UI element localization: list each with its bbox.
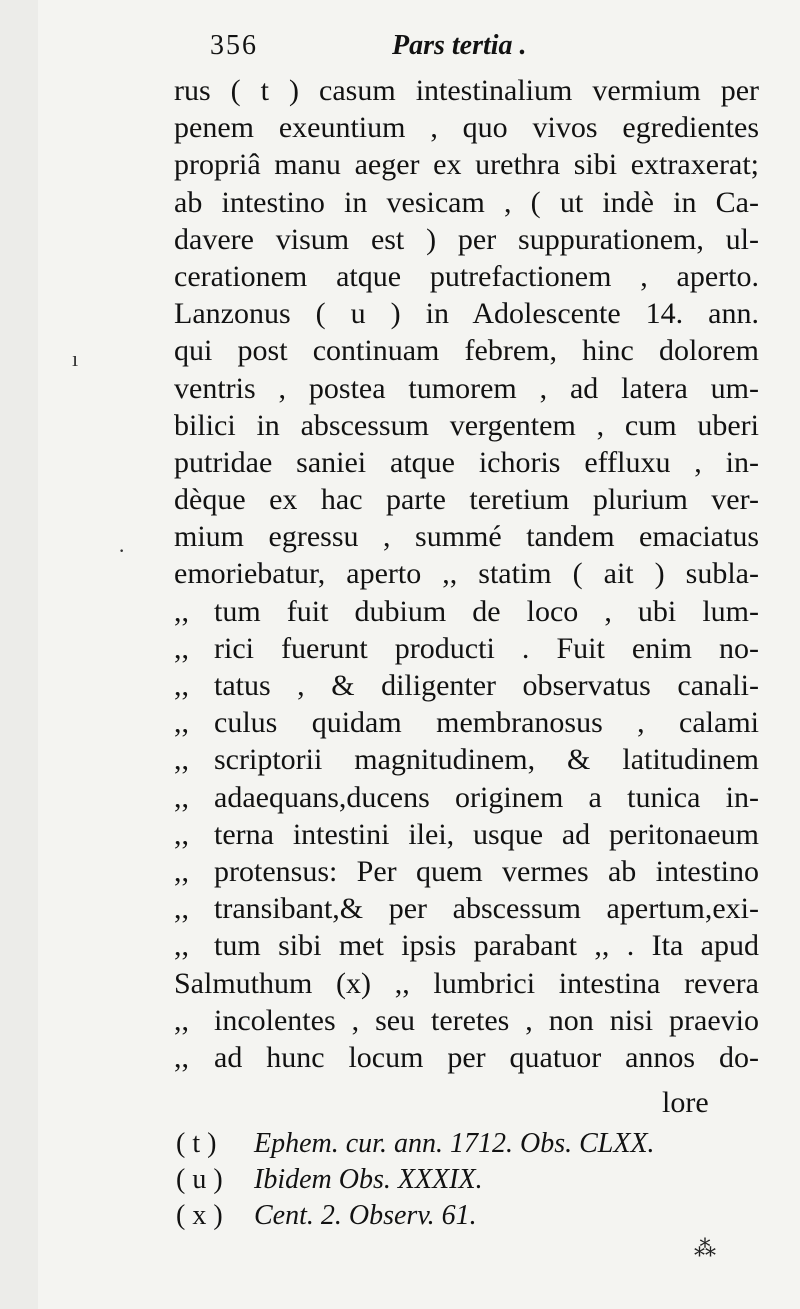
footnote (176, 1162, 736, 1198)
text-line (174, 221, 759, 258)
text-line (174, 593, 759, 630)
line-text: cerationem atque putrefactionem , aperto. (174, 259, 759, 293)
line-text: scriptorii magnitudinem, & latitudinem (214, 743, 759, 777)
line-text: davere visum est ) per suppurationem, ul- (174, 222, 759, 256)
text-line (174, 704, 759, 741)
text-line (174, 555, 759, 592)
text-line (174, 109, 759, 146)
line-text: transibant,& per abscessum apertum,exi- (214, 892, 759, 926)
quote-mark: ,, (174, 706, 189, 740)
line-text: putridae saniei atque ichoris effluxu , in- (174, 445, 759, 479)
text-line (174, 332, 759, 369)
line-text: tatus , & diligenter observatus canali- (214, 669, 759, 702)
line-text: propriâ manu aeger ex urethra sibi extraxerat; (174, 148, 759, 182)
text-line (174, 72, 759, 109)
line-text: emoriebatur, aperto ,, statim ( ait ) subla- (174, 557, 759, 591)
line-text: penem exeuntium , quo vivos egredientes (174, 111, 759, 145)
line-text: adaequans,ducens originem a tunica in- (214, 780, 759, 814)
text-line (174, 927, 759, 964)
text-line (174, 184, 759, 221)
quote-mark: ,, (174, 1040, 189, 1074)
running-title: Pars tertia . (392, 30, 527, 61)
line-text: Salmuthum (x) ,, lumbrici intestina revera (174, 966, 759, 1000)
text-line (174, 630, 759, 667)
text-line (174, 444, 759, 481)
line-text: Lanzonus ( u ) in Adolescente 14. ann. (174, 297, 759, 331)
line-text: rus ( t ) casum intestinalium vermium per (174, 74, 759, 107)
text-line (174, 481, 759, 518)
text-line (174, 1002, 759, 1039)
catchword: lore (662, 1086, 709, 1119)
footnote-text: Ephem. cur. ann. 1712. Obs. CLXX. (254, 1128, 655, 1159)
line-text: rici fuerunt producti . Fuit enim no- (214, 631, 759, 665)
footnote (176, 1126, 736, 1162)
line-text: tum fuit dubium de loco , ubi lum- (214, 594, 759, 628)
quote-mark: ,, (174, 780, 189, 814)
quote-mark: ,, (174, 817, 189, 851)
footnotes (176, 1126, 736, 1234)
line-text: tum sibi met ipsis parabant ,, . Ita apud (214, 929, 759, 963)
page-gutter (0, 0, 38, 1309)
ink-speck: ⁂ (694, 1236, 716, 1261)
running-head (210, 30, 570, 70)
text-line (174, 370, 759, 407)
line-text: ventris , postea tumorem , ad latera um- (174, 371, 759, 405)
quote-mark: ,, (174, 892, 189, 926)
margin-speck: · (118, 538, 126, 563)
footnote-text: Cent. 2. Observ. 61. (254, 1200, 477, 1231)
quote-mark: ,, (174, 631, 189, 665)
footnote-mark: ( t ) (176, 1128, 217, 1159)
footnote (176, 1198, 736, 1234)
text-line (174, 518, 759, 555)
line-text: ad hunc locum per quatuor annos do- (214, 1040, 759, 1074)
quote-mark: ,, (174, 669, 189, 702)
text-line (174, 1039, 759, 1076)
text-line (174, 853, 759, 890)
quote-mark: ,, (174, 594, 189, 628)
line-text: dèque ex hac parte teretium plurium ver- (174, 483, 759, 517)
text-line (174, 816, 759, 853)
quote-mark: ,, (174, 743, 189, 777)
text-line (174, 146, 759, 183)
quote-mark: ,, (174, 929, 189, 963)
footnote-mark: ( x ) (176, 1200, 223, 1231)
text-line (174, 667, 759, 704)
margin-tick: ı (72, 346, 79, 371)
footnote-text: Ibidem Obs. XXXIX. (254, 1164, 483, 1195)
line-text: terna intestini ilei, usque ad peritonaeum (214, 817, 759, 851)
page-number: 356 (210, 30, 258, 61)
text-line (174, 890, 759, 927)
text-line (174, 965, 759, 1002)
line-text: ab intestino in vesicam , ( ut indè in Ca- (174, 185, 759, 219)
line-text: incolentes , seu teretes , non nisi praevio (214, 1003, 759, 1037)
line-text: protensus: Per quem vermes ab intestino (214, 854, 759, 888)
text-line (174, 741, 759, 778)
line-text: mium egressu , summé tandem emaciatus (174, 520, 759, 554)
text-line (174, 407, 759, 444)
quote-mark: ,, (174, 854, 189, 888)
text-line (174, 295, 759, 332)
line-text: qui post continuam febrem, hinc dolorem (174, 334, 759, 368)
text-line (174, 258, 759, 295)
text-line (174, 779, 759, 816)
footnote-mark: ( u ) (176, 1164, 223, 1195)
line-text: culus quidam membranosus , calami (214, 706, 759, 740)
line-text: bilici in abscessum vergentem , cum uberi (174, 408, 759, 442)
body-text (174, 72, 759, 1076)
quote-mark: ,, (174, 1003, 189, 1037)
